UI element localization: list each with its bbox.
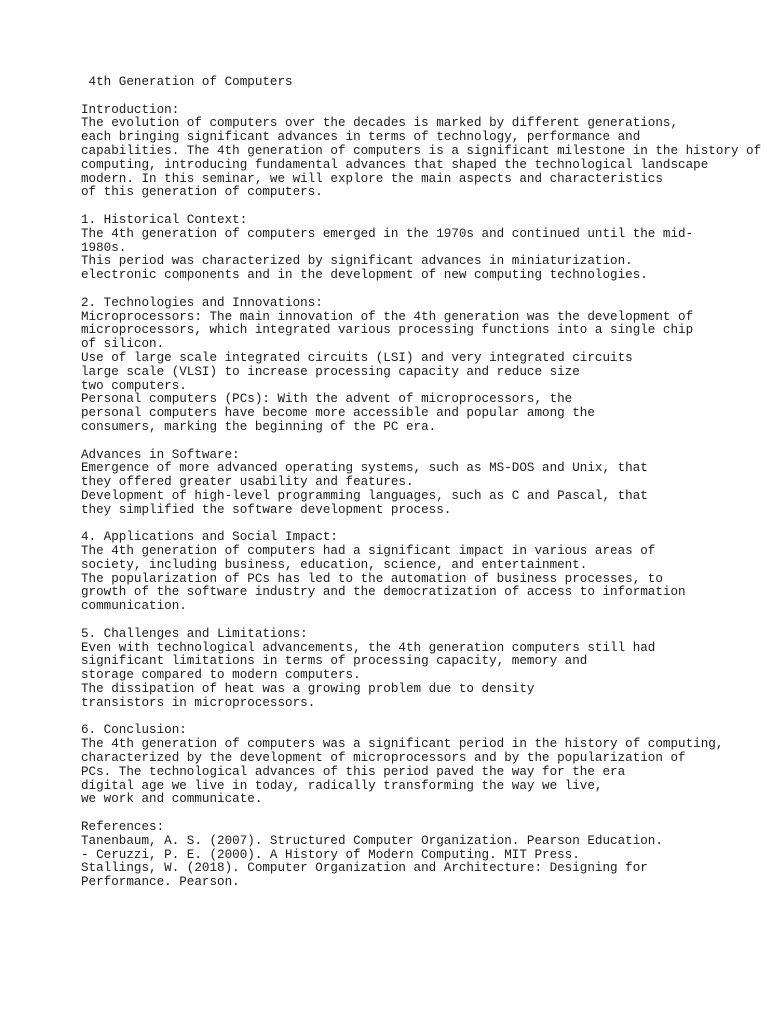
section-heading: Introduction: [81,102,180,117]
paragraph-line: The 4th generation of computers was a significant period in the history of computing, [81,737,724,752]
section-heading: 4. Applications and Social Impact: [81,530,338,545]
section-heading: References: [81,820,165,835]
section-introduction [81,104,768,201]
paragraph-line: growth of the software industry and the democratization of access to information [81,585,686,600]
reference-line: Stallings, W. (2018). Computer Organization and Architecture: Designing for [81,861,648,876]
paragraph-line: large scale (VLSI) to increase processing capacity and reduce size [81,364,580,379]
reference-line: Tanenbaum, A. S. (2007). Structured Computer Organization. Pearson Education. [81,833,663,848]
paragraph-line: The evolution of computers over the decades is marked by different generations, [81,116,679,131]
paragraph-line: personal computers have become more accessible and popular among the [81,406,595,421]
paragraph-line: they simplified the software development process. [81,502,452,517]
paragraph-line: microprocessors, which integrated various processing functions into a single chip [81,323,694,338]
section-historical-context [81,214,768,283]
paragraph-line: capabilities. The 4th generation of computers is a significant milestone in the history of [81,143,762,158]
paragraph-line: The dissipation of heat was a growing problem due to density [81,682,535,697]
section-applications [81,531,768,614]
paragraph-line: Even with technological advancements, the 4th generation computers still had [81,640,656,655]
paragraph-line: Personal computers (PCs): With the advent of microprocessors, the [81,392,573,407]
paragraph-line: transistors in microprocessors. [81,695,316,710]
spacer [81,283,768,297]
paragraph-line: Use of large scale integrated circuits (LSI) and very integrated circuits [81,350,633,365]
section-heading: Advances in Software: [81,447,240,462]
paragraph-line: The 4th generation of computers had a significant impact in various areas of [81,544,656,559]
paragraph-line: electronic components and in the development of new computing technologies. [81,268,648,283]
paragraph-line: modern. In this seminar, we will explore the main aspects and characteristics [81,171,663,186]
paragraph-line: consumers, marking the beginning of the PC era. [81,419,437,434]
paragraph-line: they offered greater usability and features. [81,475,414,490]
section-technologies [81,297,768,435]
reference-line: Performance. Pearson. [81,875,240,890]
spacer [81,614,768,628]
section-challenges [81,628,768,711]
spacer [81,518,768,532]
document-title: 4th Generation of Computers [81,75,293,89]
paragraph-line: The 4th generation of computers emerged in the 1970s and continued until the mid- [81,226,694,241]
section-heading: 6. Conclusion: [81,723,187,738]
paragraph-line: two computers. [81,378,187,393]
section-heading: 1. Historical Context: [81,212,248,227]
paragraph-line: communication. [81,599,187,614]
section-heading: 5. Challenges and Limitations: [81,626,308,641]
paragraph-line: significant limitations in terms of processing capacity, memory and [81,654,588,669]
reference-line: - Ceruzzi, P. E. (2000). A History of Modern Computing. MIT Press. [81,847,580,862]
paragraph-line: storage compared to modern computers. [81,668,361,683]
spacer [81,435,768,449]
paragraph-line: each bringing significant advances in terms of technology, performance and [81,130,641,145]
paragraph-line: computing, introducing fundamental advances that shaped the technological landscape [81,157,709,172]
spacer [81,807,768,821]
paragraph-line: This period was characterized by significant advances in miniaturization. [81,254,633,269]
paragraph-line: society, including business, education, science, and entertainment. [81,557,588,572]
section-references [81,821,768,890]
spacer [81,200,768,214]
spacer [81,711,768,725]
section-conclusion [81,724,768,807]
document-page [81,76,768,890]
paragraph-line: Emergence of more advanced operating systems, such as MS-DOS and Unix, that [81,461,648,476]
paragraph-line: Development of high-level programming languages, such as C and Pascal, that [81,488,648,503]
paragraph-line: PCs. The technological advances of this period paved the way for the era [81,764,626,779]
paragraph-line: characterized by the development of microprocessors and by the popularization of [81,751,686,766]
section-software [81,449,768,518]
paragraph-line: of this generation of computers. [81,185,323,200]
paragraph-line: The popularization of PCs has led to the automation of business processes, to [81,571,663,586]
paragraph-line: digital age we live in today, radically transforming the way we live, [81,778,603,793]
paragraph-line: 1980s. [81,240,127,255]
paragraph-line: we work and communicate. [81,792,263,807]
spacer [81,90,768,104]
section-heading: 2. Technologies and Innovations: [81,295,323,310]
paragraph-line: of silicon. [81,337,165,352]
paragraph-line: Microprocessors: The main innovation of the 4th generation was the development of [81,309,694,324]
